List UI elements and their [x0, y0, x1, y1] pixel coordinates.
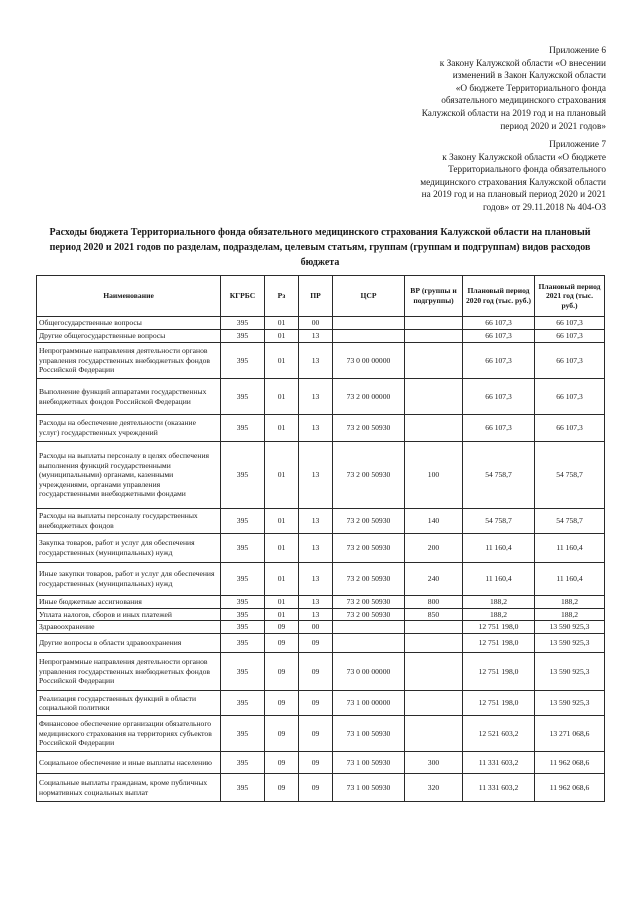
row-2021-cell: 188,2 [535, 596, 605, 609]
row-kgrbs-cell: 395 [221, 716, 265, 752]
row-name-cell: Непрограммные направления деятельности органов управления государственных внебюджетных фондов Российской Федерации [37, 653, 221, 691]
row-2020-cell: 11 331 603,2 [463, 774, 535, 802]
row-kgrbs-cell: 395 [221, 774, 265, 802]
table-row [37, 563, 605, 596]
row-pr-cell: 13 [299, 330, 333, 343]
row-2021-cell: 66 107,3 [535, 415, 605, 442]
appendix-6-line: период 2020 и 2021 годов» [500, 121, 606, 132]
row-name-cell: Общегосударственные вопросы [37, 317, 221, 330]
row-rz-cell: 01 [265, 534, 299, 563]
row-rz-cell: 01 [265, 442, 299, 509]
table-row [37, 691, 605, 716]
row-vr-cell [405, 691, 463, 716]
table-row [37, 752, 605, 774]
row-2020-cell: 66 107,3 [463, 317, 535, 330]
row-csr-cell: 73 2 00 50930 [333, 563, 405, 596]
table-row [37, 415, 605, 442]
row-kgrbs-cell: 395 [221, 563, 265, 596]
row-2021-cell: 188,2 [535, 608, 605, 621]
row-name-cell: Социальное обеспечение и иные выплаты населению [37, 752, 221, 774]
row-2021-cell: 66 107,3 [535, 343, 605, 379]
row-2021-cell: 13 590 925,3 [535, 634, 605, 653]
table-row [37, 608, 605, 621]
row-pr-cell: 13 [299, 596, 333, 609]
table-row [37, 596, 605, 609]
row-2020-cell: 188,2 [463, 596, 535, 609]
row-rz-cell: 09 [265, 774, 299, 802]
row-rz-cell: 01 [265, 608, 299, 621]
row-rz-cell: 01 [265, 379, 299, 415]
table-row [37, 634, 605, 653]
budget-table [36, 275, 605, 802]
row-kgrbs-cell: 395 [221, 343, 265, 379]
row-vr-cell [405, 330, 463, 343]
row-2020-cell: 11 331 603,2 [463, 752, 535, 774]
appendix-6-line: Калужской области на 2019 год и на плановый [421, 108, 606, 119]
appendix-6-line: изменений в Закон Калужской области [452, 71, 606, 82]
row-name-cell: Финансовое обеспечение организации обязательного медицинского страхования на территориях субъектов Российской Федерации [37, 716, 221, 752]
row-2021-cell: 66 107,3 [535, 379, 605, 415]
row-rz-cell: 01 [265, 317, 299, 330]
appendix-7-line: к Закону Калужской области «О бюджете [442, 152, 606, 163]
appendix-6-header [376, 45, 606, 133]
row-2020-cell: 12 751 198,0 [463, 653, 535, 691]
row-2021-cell: 11 962 068,6 [535, 774, 605, 802]
row-2020-cell: 12 751 198,0 [463, 634, 535, 653]
row-rz-cell: 01 [265, 415, 299, 442]
row-name-cell: Реализация государственных функций в области социальной политики [37, 691, 221, 716]
document-title: Расходы бюджета Территориального фонда обязательного медицинского страхования Калужской области на плановый период 2020 и 2021 годов по разделам, подразделам, целевым статьям, группам (группам и подгруппам) видов расходов бюджета [49, 227, 591, 268]
row-csr-cell: 73 2 00 00000 [333, 379, 405, 415]
appendix-7-line: на 2019 год и на плановый период 2020 и 2021 [421, 190, 606, 201]
row-vr-cell [405, 716, 463, 752]
row-pr-cell: 09 [299, 653, 333, 691]
row-kgrbs-cell: 395 [221, 415, 265, 442]
row-kgrbs-cell: 395 [221, 509, 265, 534]
appendix-7-header [376, 139, 606, 215]
header-2020: Плановый период 2020 год (тыс. руб.) [463, 276, 535, 317]
row-kgrbs-cell: 395 [221, 608, 265, 621]
row-name-cell: Другие общегосударственные вопросы [37, 330, 221, 343]
table-row [37, 317, 605, 330]
row-vr-cell [405, 415, 463, 442]
row-csr-cell: 73 1 00 50930 [333, 716, 405, 752]
row-csr-cell: 73 1 00 50930 [333, 774, 405, 802]
row-rz-cell: 09 [265, 716, 299, 752]
row-rz-cell: 01 [265, 330, 299, 343]
row-vr-cell [405, 317, 463, 330]
row-kgrbs-cell: 395 [221, 317, 265, 330]
row-kgrbs-cell: 395 [221, 752, 265, 774]
row-vr-cell [405, 343, 463, 379]
row-rz-cell: 01 [265, 596, 299, 609]
row-vr-cell: 320 [405, 774, 463, 802]
row-vr-cell: 850 [405, 608, 463, 621]
row-csr-cell: 73 2 00 50930 [333, 596, 405, 609]
row-2021-cell: 54 758,7 [535, 442, 605, 509]
appendix-7-line: годов» от 29.11.2018 № 404-ОЗ [482, 202, 606, 213]
row-vr-cell: 200 [405, 534, 463, 563]
table-row [37, 343, 605, 379]
row-pr-cell: 13 [299, 563, 333, 596]
table-row [37, 534, 605, 563]
row-pr-cell: 13 [299, 379, 333, 415]
row-vr-cell [405, 621, 463, 634]
row-vr-cell [405, 379, 463, 415]
table-row [37, 621, 605, 634]
row-csr-cell [333, 317, 405, 330]
row-name-cell: Непрограммные направления деятельности органов управления государственных внебюджетных фондов Российской Федерации [37, 343, 221, 379]
row-kgrbs-cell: 395 [221, 534, 265, 563]
row-2020-cell: 54 758,7 [463, 509, 535, 534]
row-2021-cell: 11 962 068,6 [535, 752, 605, 774]
row-vr-cell [405, 653, 463, 691]
row-pr-cell: 13 [299, 343, 333, 379]
row-name-cell: Уплата налогов, сборов и иных платежей [37, 608, 221, 621]
appendix-7-line: Приложение 7 [549, 140, 606, 150]
row-2021-cell: 13 590 925,3 [535, 691, 605, 716]
row-csr-cell: 73 1 00 00000 [333, 691, 405, 716]
row-pr-cell: 09 [299, 634, 333, 653]
row-2020-cell: 11 160,4 [463, 534, 535, 563]
row-vr-cell: 100 [405, 442, 463, 509]
row-kgrbs-cell: 395 [221, 621, 265, 634]
row-csr-cell: 73 2 00 50930 [333, 415, 405, 442]
row-pr-cell: 09 [299, 752, 333, 774]
row-kgrbs-cell: 395 [221, 379, 265, 415]
table-row [37, 442, 605, 509]
row-pr-cell: 13 [299, 415, 333, 442]
row-pr-cell: 13 [299, 442, 333, 509]
row-2020-cell: 66 107,3 [463, 415, 535, 442]
row-rz-cell: 01 [265, 509, 299, 534]
appendix-7-line: Территориального фонда обязательного [448, 165, 606, 176]
row-2021-cell: 66 107,3 [535, 317, 605, 330]
row-rz-cell: 09 [265, 653, 299, 691]
appendix-6-line: обязательного медицинского страхования [441, 96, 606, 107]
table-row [37, 330, 605, 343]
row-rz-cell: 01 [265, 343, 299, 379]
row-2020-cell: 12 751 198,0 [463, 621, 535, 634]
row-2021-cell: 11 160,4 [535, 563, 605, 596]
row-2021-cell: 54 758,7 [535, 509, 605, 534]
table-header-row [37, 276, 605, 317]
row-rz-cell: 09 [265, 621, 299, 634]
table-row [37, 509, 605, 534]
row-2020-cell: 188,2 [463, 608, 535, 621]
row-name-cell: Выполнение функций аппаратами государственных внебюджетных фондов Российской Федерации [37, 379, 221, 415]
header-name: Наименование [37, 276, 221, 317]
row-2020-cell: 12 521 603,2 [463, 716, 535, 752]
row-2020-cell: 66 107,3 [463, 379, 535, 415]
row-2021-cell: 13 590 925,3 [535, 653, 605, 691]
row-kgrbs-cell: 395 [221, 596, 265, 609]
row-csr-cell: 73 0 00 00000 [333, 653, 405, 691]
row-pr-cell: 13 [299, 534, 333, 563]
appendix-6-line: Приложение 6 [549, 46, 606, 56]
row-2020-cell: 66 107,3 [463, 343, 535, 379]
row-2020-cell: 66 107,3 [463, 330, 535, 343]
row-name-cell: Другие вопросы в области здравоохранения [37, 634, 221, 653]
row-csr-cell: 73 0 00 00000 [333, 343, 405, 379]
row-pr-cell: 00 [299, 317, 333, 330]
row-vr-cell: 140 [405, 509, 463, 534]
row-2021-cell: 66 107,3 [535, 330, 605, 343]
row-kgrbs-cell: 395 [221, 442, 265, 509]
row-pr-cell: 09 [299, 774, 333, 802]
row-name-cell: Расходы на обеспечение деятельности (оказание услуг) государственных учреждений [37, 415, 221, 442]
row-2020-cell: 54 758,7 [463, 442, 535, 509]
row-name-cell: Иные закупки товаров, работ и услуг для обеспечения государственных (муниципальных) нужд [37, 563, 221, 596]
row-2021-cell: 11 160,4 [535, 534, 605, 563]
row-rz-cell: 09 [265, 691, 299, 716]
row-name-cell: Социальные выплаты гражданам, кроме публичных нормативных социальных выплат [37, 774, 221, 802]
row-rz-cell: 09 [265, 752, 299, 774]
header-csr: ЦСР [333, 276, 405, 317]
header-pr: ПР [299, 276, 333, 317]
row-vr-cell: 800 [405, 596, 463, 609]
row-2021-cell: 13 590 925,3 [535, 621, 605, 634]
row-name-cell: Иные бюджетные ассигнования [37, 596, 221, 609]
row-kgrbs-cell: 395 [221, 330, 265, 343]
row-csr-cell [333, 330, 405, 343]
row-pr-cell: 09 [299, 716, 333, 752]
appendix-7-line: медицинского страхования Калужской области [420, 177, 606, 188]
row-kgrbs-cell: 395 [221, 634, 265, 653]
table-row [37, 774, 605, 802]
appendix-6-line: к Закону Калужской области «О внесении [439, 58, 606, 69]
appendix-6-line: «О бюджете Территориального фонда [455, 83, 606, 94]
row-2020-cell: 12 751 198,0 [463, 691, 535, 716]
row-csr-cell: 73 2 00 50930 [333, 534, 405, 563]
header-kgrbs: КГРБС [221, 276, 265, 317]
row-rz-cell: 01 [265, 563, 299, 596]
row-csr-cell: 73 2 00 50930 [333, 608, 405, 621]
row-vr-cell [405, 634, 463, 653]
row-csr-cell: 73 1 00 50930 [333, 752, 405, 774]
row-pr-cell: 00 [299, 621, 333, 634]
row-name-cell: Расходы на выплаты персоналу государственных внебюджетных фондов [37, 509, 221, 534]
table-row [37, 716, 605, 752]
row-csr-cell: 73 2 00 50930 [333, 509, 405, 534]
row-name-cell: Здравоохранение [37, 621, 221, 634]
row-csr-cell [333, 621, 405, 634]
row-pr-cell: 13 [299, 608, 333, 621]
row-vr-cell: 240 [405, 563, 463, 596]
row-name-cell: Расходы на выплаты персоналу в целях обеспечения выполнения функций государственными (муниципальными) органами, казенными учреждениями, органами управления государственными внебюджетными фондами [37, 442, 221, 509]
row-pr-cell: 09 [299, 691, 333, 716]
table-row [37, 653, 605, 691]
header-rz: Рз [265, 276, 299, 317]
row-2020-cell: 11 160,4 [463, 563, 535, 596]
row-kgrbs-cell: 395 [221, 691, 265, 716]
row-kgrbs-cell: 395 [221, 653, 265, 691]
row-vr-cell: 300 [405, 752, 463, 774]
header-2021: Плановый период 2021 год (тыс. руб.) [535, 276, 605, 317]
header-vr: ВР (группы и подгруппы) [405, 276, 463, 317]
row-pr-cell: 13 [299, 509, 333, 534]
row-rz-cell: 09 [265, 634, 299, 653]
table-row [37, 379, 605, 415]
row-csr-cell [333, 634, 405, 653]
row-name-cell: Закупка товаров, работ и услуг для обеспечения государственных (муниципальных) нужд [37, 534, 221, 563]
row-csr-cell: 73 2 00 50930 [333, 442, 405, 509]
row-2021-cell: 13 271 068,6 [535, 716, 605, 752]
